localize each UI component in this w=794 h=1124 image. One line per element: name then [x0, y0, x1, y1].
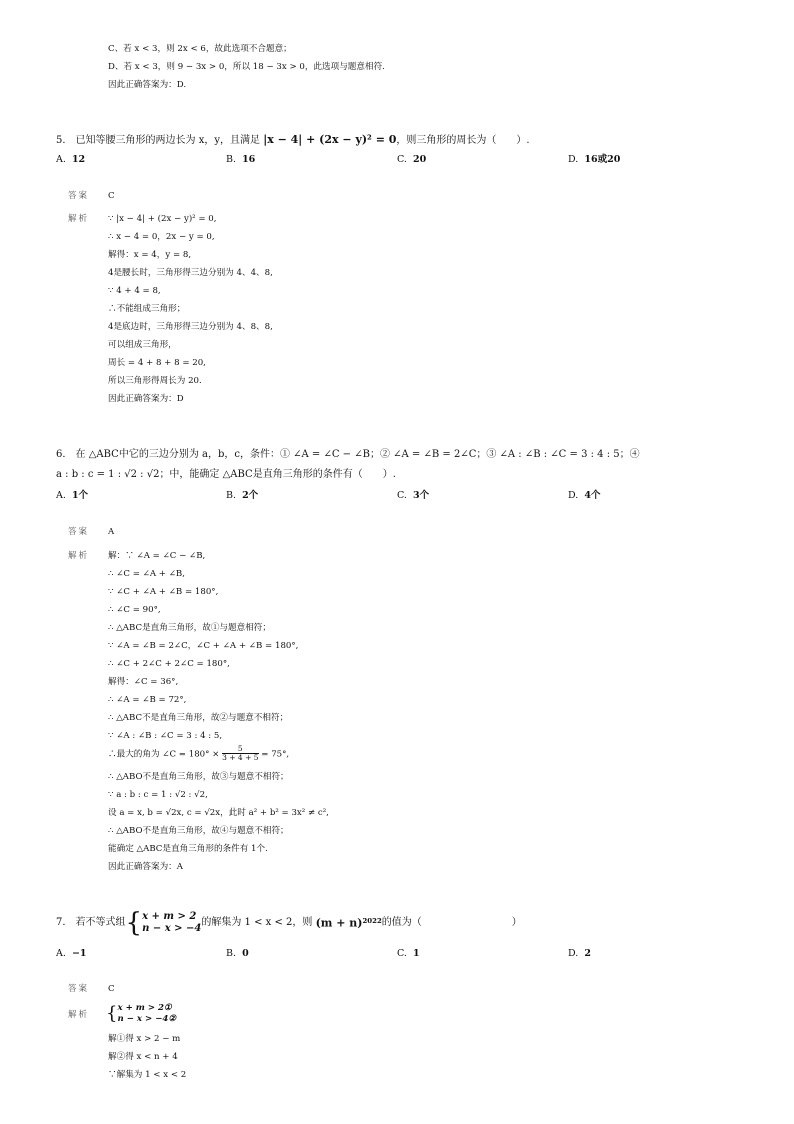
q7-option-b[interactable]	[226, 948, 249, 959]
q5-solution-line: ∴ x − 4 = 0，2x − y = 0,	[108, 232, 215, 242]
q5-answer-label: 答案	[68, 191, 90, 201]
q5-solution-line: 解得：x = 4，y = 8,	[108, 250, 192, 260]
q7-solution-line: ∵解集为 1 < x < 2	[108, 1070, 187, 1080]
option-key: C.	[397, 948, 407, 959]
q7-inequality-1: x + m > 2	[142, 910, 197, 922]
q6-analysis-label: 解析	[68, 551, 90, 561]
q5-stem-pre: 5． 已知等腰三角形的两边长为 x，y，且满足	[56, 135, 264, 146]
q6-fraction-post: = 75°,	[258, 749, 290, 760]
q5-answer-value: C	[108, 191, 115, 201]
q6-solution-line: 解：∵ ∠A = ∠C − ∠B,	[108, 551, 206, 561]
q7-stem-post: 的值为（ ）	[381, 917, 522, 928]
q6-option-b[interactable]	[226, 490, 258, 501]
option-key: A.	[56, 490, 66, 501]
q6-answer-label: 答案	[68, 527, 90, 537]
q5-solution-line: 4是底边时，三角形得三边分别为 4、8、8,	[108, 322, 273, 332]
option-text: 2	[584, 948, 591, 959]
q6-solution-line: ∴ △ABC是直角三角形，故①与题意相符；	[108, 623, 271, 633]
q7-inequality-2: n − x > −4	[142, 923, 202, 934]
q5-option-d[interactable]	[568, 154, 620, 165]
q7-inequality-system	[142, 911, 201, 936]
option-text: 0	[242, 948, 249, 959]
q6-option-a[interactable]	[56, 490, 88, 501]
q7-solution-inequalities	[117, 1003, 176, 1024]
q5-stem-math: |x − 4| + (2x − y)² = 0	[263, 133, 397, 146]
option-text: 1	[413, 948, 420, 959]
q6-solution-line: ∵ ∠A : ∠B : ∠C = 3 : 4 : 5,	[108, 731, 223, 741]
option-key: B.	[226, 154, 237, 165]
q7-stem	[56, 910, 522, 936]
q7-solution-line: 解②得 x < n + 4	[108, 1052, 178, 1062]
q6-solution-line: ∴ ∠C = ∠A + ∠B,	[108, 569, 185, 579]
option-key: D.	[568, 490, 579, 501]
q6-solution-line: ∵ a : b : c = 1 : √2 : √2,	[108, 790, 208, 800]
q5-solution-line: 所以三角形得周长为 20.	[108, 376, 202, 386]
option-key: B.	[226, 490, 237, 501]
q7-analysis-label: 解析	[68, 1010, 90, 1020]
q6-solution-line: 设 a = x, b = √2x, c = √2x，此时 a² + b² = 3x² ≠ c²,	[108, 808, 329, 818]
q6-fraction-pre: ∴最大的角为 ∠C = 180° ×	[108, 749, 223, 760]
option-text: 16或20	[584, 154, 621, 165]
option-text: 4个	[584, 490, 601, 501]
q7-option-c[interactable]	[397, 948, 420, 959]
q7-solution-line: 解①得 x > 2 − m	[108, 1034, 181, 1044]
q6-solution-line: 因此正确答案为：A	[108, 862, 183, 872]
option-text: 2个	[242, 490, 259, 501]
option-key: D.	[568, 154, 579, 165]
option-key: A.	[56, 948, 66, 959]
option-text: 1个	[71, 490, 89, 501]
q6-solution-line: ∴ △ABC不是直角三角形，故②与题意不相符；	[108, 713, 289, 723]
q5-option-b[interactable]	[226, 154, 255, 165]
option-text: 12	[71, 154, 86, 165]
q7-solution-system	[106, 1003, 176, 1024]
q7-solution-inequality-2: n − x > −4②	[117, 1013, 177, 1024]
q5-stem-post: ，则三角形的周长为（ ）.	[396, 135, 530, 146]
q6-answer-value: A	[108, 527, 115, 537]
option-key: D.	[568, 948, 579, 959]
option-text: 16	[242, 154, 256, 165]
q5-stem	[56, 133, 530, 147]
q5-option-c[interactable]	[397, 154, 426, 165]
q7-stem-pre: 7． 若不等式组	[56, 917, 126, 928]
q6-solution-line: ∵ ∠A = ∠B = 2∠C，∠C + ∠A + ∠B = 180°,	[108, 641, 299, 651]
q6-solution-line: 解得：∠C = 36°,	[108, 677, 179, 687]
q6-solution-line: ∵ ∠C + ∠A + ∠B = 180°,	[108, 587, 219, 597]
q7-answer-value: C	[108, 984, 115, 994]
q6-fraction	[222, 745, 258, 763]
q7-option-d[interactable]	[568, 948, 591, 959]
option-key: A.	[56, 154, 66, 165]
option-text: 20	[413, 154, 427, 165]
q7-stem-math: (m + n)²⁰²²	[315, 916, 382, 930]
q6-solution-line: ∴ ∠A = ∠B = 72°,	[108, 695, 187, 705]
option-text: 3个	[413, 490, 430, 501]
option-text: −1	[71, 948, 87, 959]
option-key: B.	[226, 948, 237, 959]
option-key: C.	[397, 154, 407, 165]
q7-stem-mid: 的解集为 1 < x < 2，则	[201, 917, 316, 928]
prev-answer: 因此正确答案为：D.	[108, 80, 187, 90]
q7-solution-inequality-1: x + m > 2①	[117, 1003, 172, 1013]
q6-solution-line: ∴ △ABO不是直角三角形，故③与题意不相符；	[108, 772, 289, 782]
q7-answer-label: 答案	[68, 984, 90, 994]
prev-option-d-analysis: D、若 x < 3，则 9 − 3x > 0，所以 18 − 3x > 0，此选项与题意相符.	[108, 62, 385, 72]
q5-solution-line: ∴不能组成三角形；	[108, 304, 186, 314]
q5-analysis-label: 解析	[68, 214, 90, 224]
q6-stem-line1: 6． 在 △ABC中它的三边分别为 a，b，c，条件：① ∠A = ∠C − ∠B；② ∠A = ∠B = 2∠C；③ ∠A : ∠B : ∠C = 3 : 4 : 5；④	[56, 449, 640, 460]
option-key: C.	[397, 490, 407, 501]
q6-solution-line: ∴ △ABO不是直角三角形，故④与题意不相符；	[108, 826, 289, 836]
q5-solution-line: 可以组成三角形，	[108, 340, 177, 350]
q5-solution-line: ∵ |x − 4| + (2x − y)² = 0,	[108, 214, 217, 224]
q5-solution-line: 因此正确答案为：D	[108, 394, 184, 404]
q6-option-c[interactable]	[397, 490, 429, 501]
q6-solution-line: 能确定 △ABC是直角三角形的条件有 1个.	[108, 844, 268, 854]
q6-solution-line: ∴ ∠C = 90°,	[108, 605, 161, 615]
q5-solution-line: 4是腰长时，三角形得三边分别为 4、4、8,	[108, 268, 273, 278]
fraction-numerator: 5	[222, 745, 258, 754]
fraction-denominator: 3 + 4 + 5	[222, 753, 259, 763]
left-brace-icon: {	[125, 908, 143, 938]
q5-option-a[interactable]	[56, 154, 85, 165]
left-brace-icon: {	[106, 1002, 118, 1024]
q6-option-d[interactable]	[568, 490, 600, 501]
q6-fraction-line	[108, 745, 289, 763]
q5-solution-line: 周长 = 4 + 8 + 8 = 20,	[108, 358, 206, 368]
q6-stem-line2: a : b : c = 1 : √2 : √2；中，能确定 △ABC是直角三角形的条件有（ ）.	[56, 469, 396, 480]
q5-solution-line: ∵ 4 + 4 = 8,	[108, 286, 161, 296]
q6-solution-line: ∴ ∠C + 2∠C + 2∠C = 180°,	[108, 659, 230, 669]
prev-option-c-analysis: C、若 x < 3，则 2x < 6，故此选项不合题意；	[108, 44, 292, 54]
q7-option-a[interactable]	[56, 948, 87, 959]
